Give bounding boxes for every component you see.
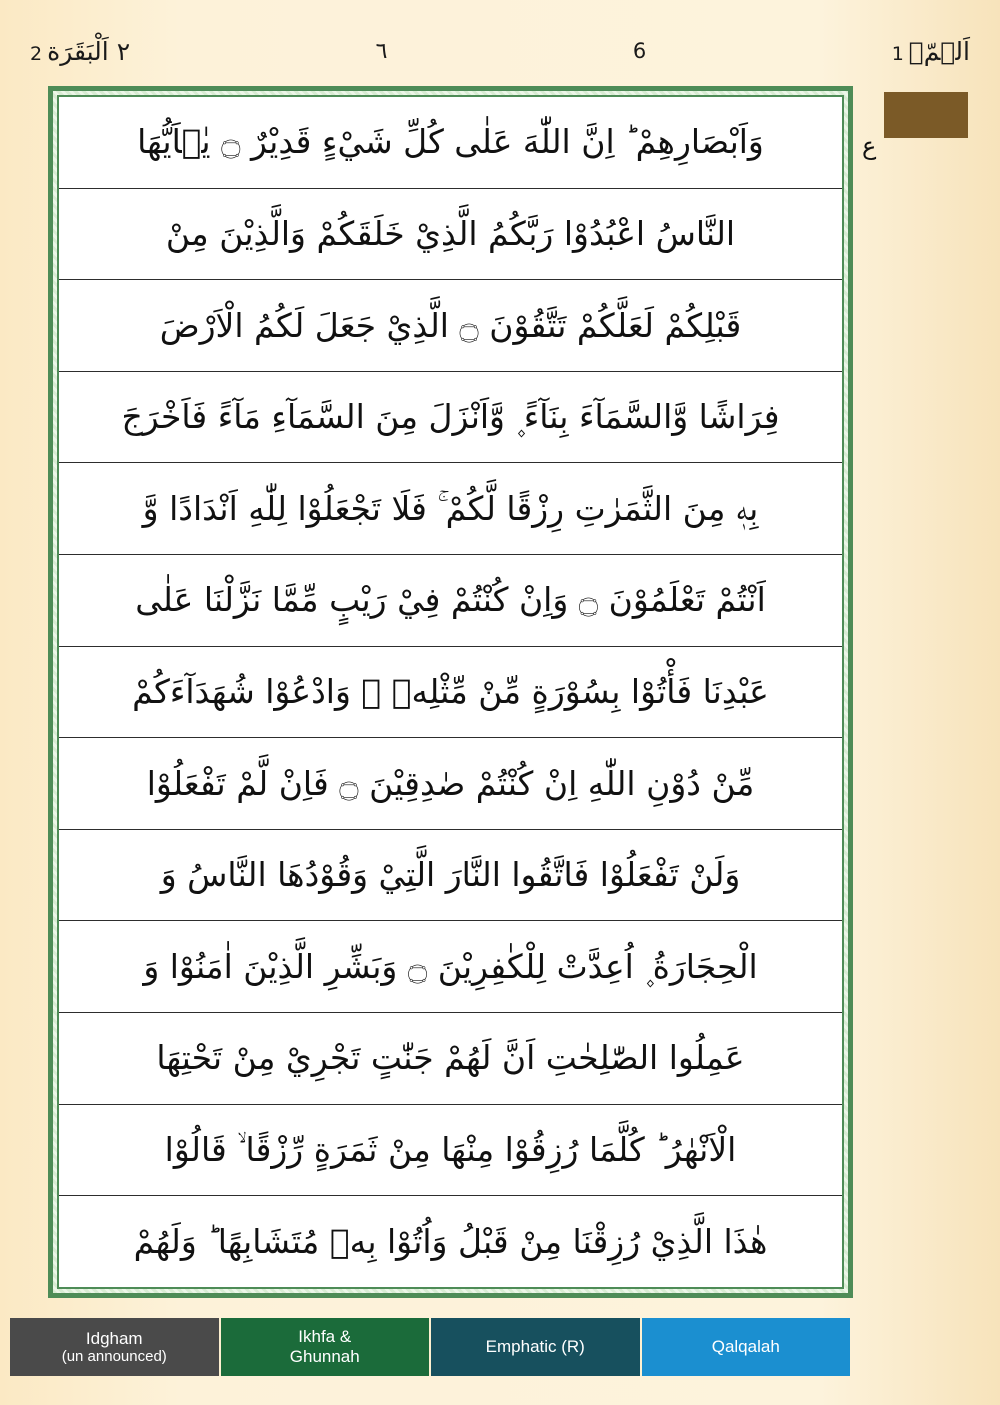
quran-line	[59, 280, 842, 372]
quran-line	[59, 647, 842, 739]
legend-sublabel: Ghunnah	[289, 1347, 360, 1366]
edge-marker-tab	[884, 92, 968, 138]
legend-label: Ikhfa &	[298, 1327, 352, 1347]
legend-sublabel: (un announced)	[61, 1348, 167, 1366]
legend-label: Idgham	[85, 1328, 143, 1348]
legend-item-qalqalah	[642, 1318, 851, 1376]
header-surah-name: ٢ اَلْبَقَرَة	[47, 36, 131, 66]
header-surah-left	[30, 37, 130, 66]
legend-item-idgham	[10, 1318, 221, 1376]
legend-item-emphatic-r	[431, 1318, 642, 1376]
quran-line	[59, 463, 842, 555]
text-frame	[48, 86, 853, 1298]
quran-line	[59, 97, 842, 189]
legend-item-ikhfa-ghunnah	[221, 1318, 432, 1376]
text-frame-inner	[57, 95, 844, 1289]
quran-line	[59, 921, 842, 1013]
header-part-number: 1	[891, 42, 904, 65]
quran-line-text: اَنْتُمْ تَعْلَمُوْنَ ۝ وَاِنْ كُنْتُمْ فِيْ رَيْبٍ مِّمَّا نَزَّلْنَا عَلٰى	[135, 580, 766, 620]
quran-line	[59, 1196, 842, 1287]
header-page-number: 6	[632, 39, 647, 63]
legend-label: Emphatic (R)	[485, 1337, 585, 1357]
quran-line-text: وَاَبْصَارِهِمْ ؕ اِنَّ اللّٰهَ عَلٰى كُلِّ شَيْءٍ قَدِيْرٌ ۝ يٰۤاَيُّهَا	[137, 122, 764, 162]
legend-label: Qalqalah	[711, 1337, 780, 1357]
quran-line-text: عَمِلُوا الصّٰلِحٰتِ اَنَّ لَهُمْ جَنّٰتٍ تَجْرِيْ مِنْ تَحْتِهَا	[156, 1038, 745, 1078]
header-juz-arabic: ٦	[375, 38, 388, 64]
ruku-marker: ع	[862, 132, 877, 160]
quran-line-text: بِهٖ مِنَ الثَّمَرٰتِ رِزْقًا لَّكُمْ ۚ فَلَا تَجْعَلُوْا لِلّٰهِ اَنْدَادًا وَّ	[142, 488, 759, 528]
tajweed-legend	[10, 1318, 850, 1376]
quran-line	[59, 738, 842, 830]
quran-line	[59, 830, 842, 922]
quran-line-text: مِّنْ دُوْنِ اللّٰهِ اِنْ كُنْتُمْ صٰدِقِيْنَ ۝ فَاِنْ لَّمْ تَفْعَلُوْا	[146, 763, 755, 803]
quran-line-text: عَبْدِنَا فَأْتُوْا بِسُوْرَةٍ مِّنْ مِّثْلِهٖ ۪ وَادْعُوْا شُهَدَآءَكُمْ	[132, 671, 769, 711]
quran-line-text: فِرَاشًا وَّالسَّمَآءَ بِنَآءً ۪ وَّاَنْزَلَ مِنَ السَّمَآءِ مَآءً فَاَخْرَجَ	[121, 397, 780, 437]
quran-line-text: وَلَنْ تَفْعَلُوْا فَاتَّقُوا النَّارَ الَّتِيْ وَقُوْدُهَا النَّاسُ وَ	[160, 855, 741, 895]
quran-line	[59, 189, 842, 281]
page-header	[30, 28, 970, 74]
quran-line	[59, 1013, 842, 1105]
quran-line-text: قَبْلِكُمْ لَعَلَّكُمْ تَتَّقُوْنَ ۝ الَّذِيْ جَعَلَ لَكُمُ الْاَرْضَ	[159, 305, 742, 345]
quran-line	[59, 1105, 842, 1197]
quran-line-text: النَّاسُ اعْبُدُوْا رَبَّكُمُ الَّذِيْ خَلَقَكُمْ وَالَّذِيْنَ مِنْ	[165, 213, 736, 253]
header-part-right	[892, 37, 970, 66]
header-part-name: اَلۗمّۤ	[908, 36, 970, 66]
header-surah-number: 2	[30, 42, 43, 65]
quran-line-text: الْحِجَارَةُ ۪ اُعِدَّتْ لِلْكٰفِرِيْنَ ۝ وَبَشِّرِ الَّذِيْنَ اٰمَنُوْا وَ	[143, 946, 758, 986]
quran-line-text: الْاَنْهٰرُ ؕ كُلَّمَا رُزِقُوْا مِنْهَا مِنْ ثَمَرَةٍ رِّزْقًا ۙ قَالُوْا	[164, 1130, 737, 1170]
quran-line	[59, 372, 842, 464]
quran-line-text: هٰذَا الَّذِيْ رُزِقْنَا مِنْ قَبْلُ وَاُتُوْا بِهٖ مُتَشَابِهًا ؕ وَلَهُمْ	[133, 1221, 768, 1261]
quran-line	[59, 555, 842, 647]
